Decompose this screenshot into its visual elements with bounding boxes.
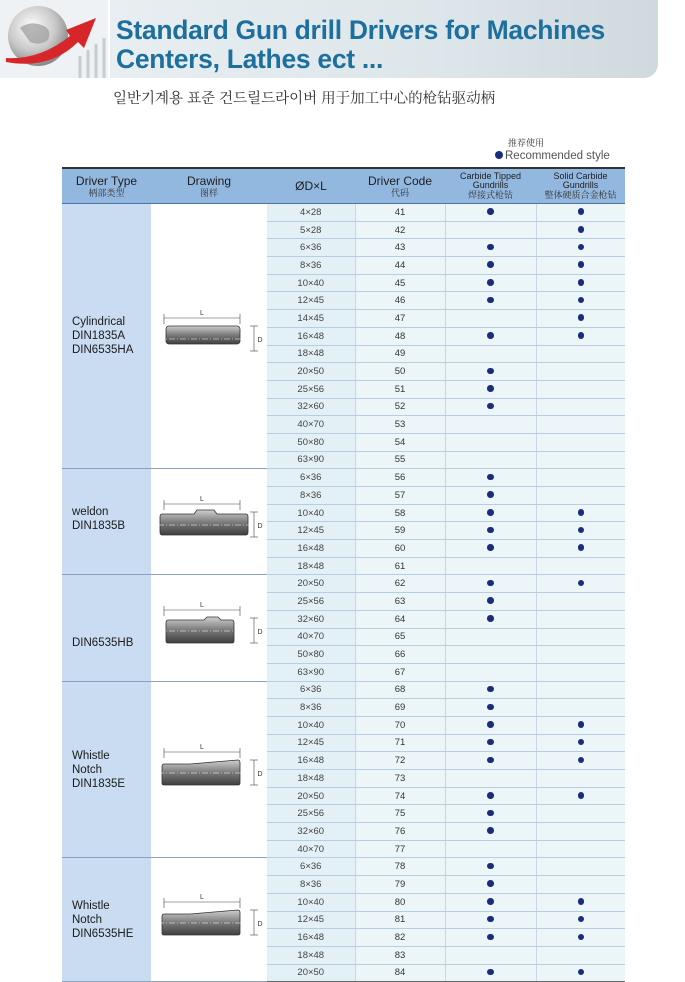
carbide-tipped-cell (445, 504, 536, 522)
legend-dot-icon (495, 151, 503, 159)
solid-carbide-cell (536, 416, 625, 434)
carbide-tipped-cell (445, 840, 536, 858)
driver-code-cell: 80 (355, 893, 445, 911)
carbide-tipped-cell (445, 292, 536, 310)
carbide-tipped-cell (445, 911, 536, 929)
dxl-cell: 50×80 (267, 646, 355, 664)
recommended-dot-icon (578, 969, 585, 976)
recommended-dot-icon (487, 580, 494, 587)
recommended-dot-icon (487, 757, 494, 764)
table-row (62, 681, 625, 699)
driver-code-cell: 48 (355, 327, 445, 345)
solid-carbide-cell (536, 893, 625, 911)
recommended-dot-icon (578, 297, 585, 304)
solid-carbide-cell (536, 787, 625, 805)
driver-table (62, 167, 625, 982)
legend-label: Recommended style (505, 150, 610, 162)
carbide-tipped-cell (445, 540, 536, 558)
driver-code-cell: 79 (355, 876, 445, 894)
driver-type-cell (62, 575, 151, 681)
carbide-tipped-cell (445, 257, 536, 275)
solid-carbide-cell (536, 663, 625, 681)
solid-carbide-cell (536, 380, 625, 398)
solid-carbide-cell (536, 540, 625, 558)
solid-carbide-cell (536, 221, 625, 239)
solid-carbide-cell (536, 840, 625, 858)
carbide-tipped-cell (445, 858, 536, 876)
carbide-tipped-cell (445, 593, 536, 611)
recommended-dot-icon (578, 208, 585, 215)
dxl-cell: 12×45 (267, 911, 355, 929)
svg-text:D: D (257, 770, 263, 778)
recommended-dot-icon (578, 244, 585, 251)
driver-code-cell: 66 (355, 646, 445, 664)
table-body (62, 204, 625, 982)
driver-code-cell: 65 (355, 628, 445, 646)
dxl-cell: 32×60 (267, 823, 355, 841)
solid-carbide-cell (536, 734, 625, 752)
driver-type-label: Whistle Notch DIN6535HE (72, 899, 134, 940)
carbide-tipped-cell (445, 770, 536, 788)
recommended-dot-icon (578, 544, 585, 551)
driver-code-cell: 58 (355, 504, 445, 522)
solid-carbide-cell (536, 876, 625, 894)
driver-code-cell: 75 (355, 805, 445, 823)
driver-code-cell: 60 (355, 540, 445, 558)
driver-code-cell: 73 (355, 770, 445, 788)
dxl-cell: 8×36 (267, 257, 355, 275)
carbide-tipped-cell (445, 752, 536, 770)
recommended-dot-icon (487, 385, 494, 392)
recommended-dot-icon (578, 527, 585, 534)
dxl-cell: 25×56 (267, 805, 355, 823)
dxl-cell: 10×40 (267, 893, 355, 911)
solid-carbide-cell (536, 292, 625, 310)
dxl-cell: 40×70 (267, 840, 355, 858)
recommended-dot-icon (578, 509, 585, 516)
driver-code-cell: 56 (355, 469, 445, 487)
dxl-cell: 16×48 (267, 752, 355, 770)
shank-drawing-cyl (154, 306, 264, 366)
recommended-dot-icon (487, 544, 494, 551)
dxl-cell: 10×40 (267, 716, 355, 734)
dxl-cell: 12×45 (267, 522, 355, 540)
recommended-dot-icon (487, 509, 494, 516)
carbide-tipped-cell (445, 522, 536, 540)
solid-carbide-cell (536, 752, 625, 770)
page-subtitle: 일반기계용 표준 건드릴드라이버 用于加工中心的枪钻驱动柄 (113, 91, 496, 107)
carbide-tipped-cell (445, 699, 536, 717)
table-row (62, 204, 625, 222)
shank-drawing-weldon (154, 492, 264, 552)
logo-globe-arrow-icon (0, 0, 108, 78)
carbide-tipped-cell (445, 310, 536, 328)
legend (495, 150, 610, 162)
driver-code-cell: 42 (355, 221, 445, 239)
svg-text:D: D (257, 337, 263, 345)
carbide-tipped-cell (445, 893, 536, 911)
dxl-cell: 20×50 (267, 964, 355, 982)
driver-type-label: Cylindrical DIN1835A DIN6535HA (72, 316, 134, 357)
recommended-dot-icon (487, 880, 494, 887)
driver-code-cell: 51 (355, 380, 445, 398)
carbide-tipped-cell (445, 646, 536, 664)
recommended-dot-icon (578, 792, 585, 799)
carbide-tipped-cell (445, 787, 536, 805)
drawing-cell (151, 858, 267, 982)
dxl-cell: 18×48 (267, 770, 355, 788)
driver-code-cell: 41 (355, 204, 445, 222)
solid-carbide-cell (536, 964, 625, 982)
recommended-dot-icon (578, 721, 585, 728)
dxl-cell: 20×50 (267, 787, 355, 805)
dxl-cell: 32×60 (267, 610, 355, 628)
recommended-dot-icon (578, 739, 585, 746)
col-header-drawing: Drawing 图样 (151, 168, 267, 204)
driver-type-label: Whistle Notch DIN1835E (72, 749, 126, 790)
solid-carbide-cell (536, 610, 625, 628)
driver-code-cell: 68 (355, 681, 445, 699)
driver-code-cell: 82 (355, 929, 445, 947)
dxl-cell: 8×36 (267, 876, 355, 894)
driver-code-cell: 43 (355, 239, 445, 257)
solid-carbide-cell (536, 911, 625, 929)
recommended-dot-icon (487, 792, 494, 799)
dxl-cell: 12×45 (267, 734, 355, 752)
dxl-cell: 6×36 (267, 469, 355, 487)
driver-code-cell: 49 (355, 345, 445, 363)
recommended-dot-icon (487, 739, 494, 746)
dxl-cell: 8×36 (267, 487, 355, 505)
svg-text:L: L (200, 893, 204, 901)
solid-carbide-cell (536, 929, 625, 947)
driver-code-cell: 47 (355, 310, 445, 328)
carbide-tipped-cell (445, 221, 536, 239)
carbide-tipped-cell (445, 716, 536, 734)
recommended-dot-icon (487, 261, 494, 268)
driver-code-cell: 54 (355, 433, 445, 451)
driver-code-cell: 59 (355, 522, 445, 540)
svg-text:D: D (257, 629, 263, 636)
solid-carbide-cell (536, 310, 625, 328)
driver-code-cell: 61 (355, 557, 445, 575)
carbide-tipped-cell (445, 823, 536, 841)
dxl-cell: 63×90 (267, 663, 355, 681)
dxl-cell: 16×48 (267, 929, 355, 947)
legend-label-cn: 推荐使用 (508, 138, 545, 148)
shank-drawing-whistle (154, 740, 264, 800)
recommended-dot-icon (487, 332, 494, 339)
driver-code-cell: 69 (355, 699, 445, 717)
recommended-dot-icon (487, 916, 494, 923)
carbide-tipped-cell (445, 380, 536, 398)
table-row (62, 469, 625, 487)
carbide-tipped-cell (445, 557, 536, 575)
carbide-tipped-cell (445, 946, 536, 964)
driver-code-cell: 81 (355, 911, 445, 929)
drawing-cell (151, 469, 267, 575)
solid-carbide-cell (536, 716, 625, 734)
recommended-dot-icon (487, 527, 494, 534)
carbide-tipped-cell (445, 451, 536, 469)
driver-code-cell: 44 (355, 257, 445, 275)
dxl-cell: 6×36 (267, 681, 355, 699)
solid-carbide-cell (536, 327, 625, 345)
dxl-cell: 6×36 (267, 239, 355, 257)
driver-code-cell: 71 (355, 734, 445, 752)
solid-carbide-cell (536, 469, 625, 487)
driver-code-cell: 46 (355, 292, 445, 310)
dxl-cell: 10×40 (267, 274, 355, 292)
carbide-tipped-cell (445, 681, 536, 699)
solid-carbide-cell (536, 858, 625, 876)
carbide-tipped-cell (445, 433, 536, 451)
carbide-tipped-cell (445, 363, 536, 381)
driver-code-cell: 67 (355, 663, 445, 681)
recommended-dot-icon (578, 898, 585, 905)
carbide-tipped-cell (445, 805, 536, 823)
dxl-cell: 40×70 (267, 416, 355, 434)
dxl-cell: 20×50 (267, 363, 355, 381)
recommended-dot-icon (487, 208, 494, 215)
solid-carbide-cell (536, 451, 625, 469)
col-header-driver-code: Driver Code 代码 (355, 168, 445, 204)
dxl-cell: 16×48 (267, 327, 355, 345)
driver-code-cell: 57 (355, 487, 445, 505)
dxl-cell: 40×70 (267, 628, 355, 646)
dxl-cell: 20×50 (267, 575, 355, 593)
dxl-cell: 25×56 (267, 380, 355, 398)
recommended-dot-icon (578, 226, 585, 233)
recommended-dot-icon (487, 474, 494, 481)
driver-code-cell: 45 (355, 274, 445, 292)
drawing-cell (151, 204, 267, 469)
driver-code-cell: 78 (355, 858, 445, 876)
solid-carbide-cell (536, 257, 625, 275)
driver-code-cell: 63 (355, 593, 445, 611)
solid-carbide-cell (536, 398, 625, 416)
recommended-dot-icon (578, 314, 585, 321)
recommended-dot-icon (487, 686, 494, 693)
driver-type-label: DIN6535HB (72, 637, 134, 649)
dxl-cell: 50×80 (267, 433, 355, 451)
dxl-cell: 16×48 (267, 540, 355, 558)
driver-code-cell: 83 (355, 946, 445, 964)
driver-type-cell (62, 469, 151, 575)
page-header (0, 0, 685, 107)
recommended-dot-icon (578, 279, 585, 286)
recommended-dot-icon (487, 827, 494, 834)
col-header-dxl: ØD×L (267, 168, 355, 204)
recommended-dot-icon (578, 261, 585, 268)
driver-code-cell: 50 (355, 363, 445, 381)
driver-type-cell (62, 858, 151, 982)
svg-text:D: D (257, 920, 263, 928)
carbide-tipped-cell (445, 416, 536, 434)
recommended-dot-icon (487, 597, 494, 604)
carbide-tipped-cell (445, 628, 536, 646)
recommended-dot-icon (487, 244, 494, 251)
page-title: Standard Gun drill Drivers for Machines Centers, Lathes ect ... (116, 15, 605, 74)
solid-carbide-cell (536, 593, 625, 611)
carbide-tipped-cell (445, 964, 536, 982)
solid-carbide-cell (536, 487, 625, 505)
dxl-cell: 25×56 (267, 593, 355, 611)
carbide-tipped-cell (445, 929, 536, 947)
driver-code-cell: 77 (355, 840, 445, 858)
recommended-dot-icon (578, 757, 585, 764)
recommended-dot-icon (487, 491, 494, 498)
dxl-cell: 18×48 (267, 345, 355, 363)
col-header-carbide-tipped: Carbide Tipped Gundrills 焊接式枪钻 (445, 168, 536, 204)
solid-carbide-cell (536, 823, 625, 841)
solid-carbide-cell (536, 522, 625, 540)
solid-carbide-cell (536, 805, 625, 823)
recommended-dot-icon (487, 863, 494, 870)
col-header-solid-carbide: Solid Carbide Gundrills 整体硬质合金枪钻 (536, 168, 625, 204)
svg-text:L: L (200, 602, 204, 609)
carbide-tipped-cell (445, 734, 536, 752)
driver-code-cell: 55 (355, 451, 445, 469)
recommended-dot-icon (578, 580, 585, 587)
solid-carbide-cell (536, 274, 625, 292)
recommended-dot-icon (487, 279, 494, 286)
recommended-dot-icon (487, 297, 494, 304)
carbide-tipped-cell (445, 876, 536, 894)
driver-type-cell (62, 681, 151, 858)
recommended-dot-icon (578, 916, 585, 923)
driver-code-cell: 74 (355, 787, 445, 805)
carbide-tipped-cell (445, 663, 536, 681)
svg-text:D: D (257, 522, 263, 530)
table-header-row (62, 168, 625, 204)
dxl-cell: 10×40 (267, 504, 355, 522)
recommended-dot-icon (487, 969, 494, 976)
carbide-tipped-cell (445, 575, 536, 593)
recommended-dot-icon (487, 704, 494, 711)
carbide-tipped-cell (445, 398, 536, 416)
recommended-dot-icon (487, 898, 494, 905)
dxl-cell: 18×48 (267, 557, 355, 575)
dxl-cell: 5×28 (267, 221, 355, 239)
carbide-tipped-cell (445, 327, 536, 345)
recommended-dot-icon (578, 934, 585, 941)
drawing-cell (151, 681, 267, 858)
recommended-dot-icon (487, 368, 494, 375)
dxl-cell: 32×60 (267, 398, 355, 416)
solid-carbide-cell (536, 628, 625, 646)
driver-code-cell: 53 (355, 416, 445, 434)
solid-carbide-cell (536, 646, 625, 664)
carbide-tipped-cell (445, 610, 536, 628)
dxl-cell: 8×36 (267, 699, 355, 717)
solid-carbide-cell (536, 557, 625, 575)
solid-carbide-cell (536, 504, 625, 522)
driver-type-label: weldon DIN1835B (72, 506, 126, 533)
solid-carbide-cell (536, 345, 625, 363)
carbide-tipped-cell (445, 239, 536, 257)
dxl-cell: 12×45 (267, 292, 355, 310)
drawing-cell (151, 575, 267, 681)
svg-text:L: L (200, 743, 204, 751)
carbide-tipped-cell (445, 204, 536, 222)
shank-drawing-whistle2 (154, 890, 264, 950)
dxl-cell: 6×36 (267, 858, 355, 876)
solid-carbide-cell (536, 681, 625, 699)
solid-carbide-cell (536, 433, 625, 451)
driver-code-cell: 70 (355, 716, 445, 734)
driver-type-cell (62, 204, 151, 469)
driver-code-cell: 62 (355, 575, 445, 593)
carbide-tipped-cell (445, 274, 536, 292)
solid-carbide-cell (536, 363, 625, 381)
col-header-driver-type: Driver Type 柄部类型 (62, 168, 151, 204)
driver-code-cell: 72 (355, 752, 445, 770)
driver-code-cell: 64 (355, 610, 445, 628)
recommended-dot-icon (487, 721, 494, 728)
table-row (62, 575, 625, 593)
carbide-tipped-cell (445, 345, 536, 363)
carbide-tipped-cell (445, 469, 536, 487)
driver-code-cell: 76 (355, 823, 445, 841)
dxl-cell: 18×48 (267, 946, 355, 964)
recommended-dot-icon (487, 403, 494, 410)
shank-drawing-hb (154, 598, 264, 658)
solid-carbide-cell (536, 204, 625, 222)
recommended-dot-icon (487, 810, 494, 817)
recommended-dot-icon (487, 615, 494, 622)
carbide-tipped-cell (445, 487, 536, 505)
solid-carbide-cell (536, 946, 625, 964)
driver-code-cell: 52 (355, 398, 445, 416)
table-row (62, 858, 625, 876)
solid-carbide-cell (536, 575, 625, 593)
dxl-cell: 14×45 (267, 310, 355, 328)
solid-carbide-cell (536, 699, 625, 717)
solid-carbide-cell (536, 770, 625, 788)
driver-code-cell: 84 (355, 964, 445, 982)
dxl-cell: 4×28 (267, 204, 355, 222)
svg-text:L: L (200, 310, 204, 318)
svg-text:L: L (200, 495, 204, 503)
dxl-cell: 63×90 (267, 451, 355, 469)
recommended-dot-icon (487, 934, 494, 941)
solid-carbide-cell (536, 239, 625, 257)
recommended-dot-icon (578, 332, 585, 339)
